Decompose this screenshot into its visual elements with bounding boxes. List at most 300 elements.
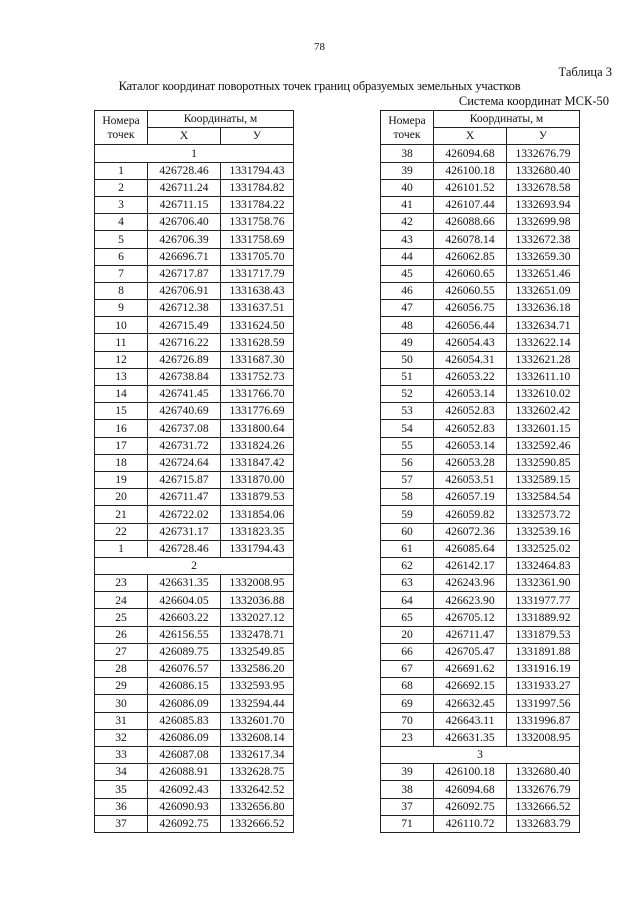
x-coordinate-cell: 426705.47 [434, 643, 507, 660]
table-row [381, 471, 580, 488]
section-row [381, 746, 580, 763]
y-coordinate-cell: 1332008.95 [221, 575, 294, 592]
table-label: Таблица 3 [558, 65, 612, 79]
x-coordinate-cell: 426059.82 [434, 506, 507, 523]
header-number-line1: Номера [102, 113, 140, 127]
y-coordinate-cell: 1332642.52 [221, 781, 294, 798]
y-coordinate-cell: 1332651.46 [507, 265, 580, 282]
table-row [95, 368, 294, 385]
x-coordinate-cell: 426060.55 [434, 282, 507, 299]
x-coordinate-cell: 426711.24 [148, 179, 221, 196]
y-coordinate-cell: 1331847.42 [221, 454, 294, 471]
point-number-cell: 37 [381, 798, 434, 815]
point-number-cell: 3 [95, 196, 148, 213]
point-number-cell: 31 [95, 712, 148, 729]
table-row [381, 575, 580, 592]
table-row [95, 609, 294, 626]
table-row [381, 523, 580, 540]
point-number-cell: 38 [381, 781, 434, 798]
table-row [381, 248, 580, 265]
x-coordinate-cell: 426706.40 [148, 214, 221, 231]
x-coordinate-cell: 426740.69 [148, 403, 221, 420]
y-coordinate-cell: 1332621.28 [507, 351, 580, 368]
point-number-cell: 22 [95, 523, 148, 540]
table-row [381, 557, 580, 574]
point-number-cell: 52 [381, 386, 434, 403]
point-number-cell: 35 [95, 781, 148, 798]
table-row [95, 540, 294, 557]
table-row [95, 437, 294, 454]
x-coordinate-cell: 426711.15 [148, 196, 221, 213]
x-coordinate-cell: 426741.45 [148, 386, 221, 403]
x-coordinate-cell: 426737.08 [148, 420, 221, 437]
point-number-cell: 40 [381, 179, 434, 196]
point-number-cell: 39 [381, 162, 434, 179]
table-row [95, 403, 294, 420]
point-number-cell: 1 [95, 162, 148, 179]
x-coordinate-cell: 426052.83 [434, 403, 507, 420]
point-number-cell: 16 [95, 420, 148, 437]
point-number-cell: 12 [95, 351, 148, 368]
table-row [381, 712, 580, 729]
table-row [95, 231, 294, 248]
x-coordinate-cell: 426092.75 [434, 798, 507, 815]
y-coordinate-cell: 1332036.88 [221, 592, 294, 609]
table-row [381, 592, 580, 609]
table-row [381, 540, 580, 557]
y-coordinate-cell: 1332027.12 [221, 609, 294, 626]
y-coordinate-cell: 1332683.79 [507, 815, 580, 832]
point-number-cell: 13 [95, 368, 148, 385]
x-coordinate-cell: 426726.89 [148, 351, 221, 368]
table-row [381, 437, 580, 454]
y-coordinate-cell: 1332628.75 [221, 764, 294, 781]
table-row [95, 420, 294, 437]
header-point-number [381, 111, 434, 145]
x-coordinate-cell: 426056.75 [434, 300, 507, 317]
x-coordinate-cell: 426094.68 [434, 781, 507, 798]
x-coordinate-cell: 426057.19 [434, 489, 507, 506]
table-row [381, 317, 580, 334]
x-coordinate-cell: 426643.11 [434, 712, 507, 729]
point-number-cell: 38 [381, 145, 434, 162]
table-row [381, 420, 580, 437]
y-coordinate-cell: 1332590.85 [507, 454, 580, 471]
point-number-cell: 19 [95, 471, 148, 488]
point-number-cell: 60 [381, 523, 434, 540]
y-coordinate-cell: 1331766.70 [221, 386, 294, 403]
y-coordinate-cell: 1331705.70 [221, 248, 294, 265]
coordinate-system-label: Система координат МСК-50 [458, 94, 609, 108]
point-number-cell: 70 [381, 712, 434, 729]
point-number-cell: 68 [381, 678, 434, 695]
y-coordinate-cell: 1332593.95 [221, 678, 294, 695]
table-row [95, 471, 294, 488]
table-row [381, 661, 580, 678]
point-number-cell: 9 [95, 300, 148, 317]
x-coordinate-cell: 426110.72 [434, 815, 507, 832]
x-coordinate-cell: 426086.09 [148, 729, 221, 746]
x-coordinate-cell: 426056.44 [434, 317, 507, 334]
y-coordinate-cell: 1332622.14 [507, 334, 580, 351]
point-number-cell: 23 [381, 729, 434, 746]
y-coordinate-cell: 1331891.88 [507, 643, 580, 660]
y-coordinate-cell: 1331870.00 [221, 471, 294, 488]
table-row [381, 609, 580, 626]
point-number-cell: 43 [381, 231, 434, 248]
table-row [95, 317, 294, 334]
table-row [95, 351, 294, 368]
table-row [381, 798, 580, 815]
point-number-cell: 28 [95, 661, 148, 678]
x-coordinate-cell: 426715.87 [148, 471, 221, 488]
y-coordinate-cell: 1331758.69 [221, 231, 294, 248]
y-coordinate-cell: 1331624.50 [221, 317, 294, 334]
x-coordinate-cell: 426054.31 [434, 351, 507, 368]
y-coordinate-cell: 1332602.42 [507, 403, 580, 420]
y-coordinate-cell: 1331879.53 [507, 626, 580, 643]
x-coordinate-cell: 426691.62 [434, 661, 507, 678]
point-number-cell: 20 [381, 626, 434, 643]
point-number-cell: 62 [381, 557, 434, 574]
table-row [95, 575, 294, 592]
y-coordinate-cell: 1332617.34 [221, 746, 294, 763]
x-coordinate-cell: 426731.17 [148, 523, 221, 540]
y-coordinate-cell: 1332584.54 [507, 489, 580, 506]
y-coordinate-cell: 1332680.40 [507, 764, 580, 781]
point-number-cell: 51 [381, 368, 434, 385]
point-number-cell: 2 [95, 179, 148, 196]
table-row [381, 334, 580, 351]
point-number-cell: 21 [95, 506, 148, 523]
table-row [381, 282, 580, 299]
page-number: 78 [314, 41, 325, 53]
x-coordinate-cell: 426092.43 [148, 781, 221, 798]
point-number-cell: 18 [95, 454, 148, 471]
table-row [95, 282, 294, 299]
y-coordinate-cell: 1332636.18 [507, 300, 580, 317]
header-coordinates: Координаты, м [148, 111, 294, 128]
y-coordinate-cell: 1332464.83 [507, 557, 580, 574]
y-coordinate-cell: 1331784.22 [221, 196, 294, 213]
x-coordinate-cell: 426692.15 [434, 678, 507, 695]
y-coordinate-cell: 1332608.14 [221, 729, 294, 746]
y-coordinate-cell: 1331800.64 [221, 420, 294, 437]
section-number: 2 [95, 557, 294, 574]
point-number-cell: 69 [381, 695, 434, 712]
table-row [95, 489, 294, 506]
point-number-cell: 17 [95, 437, 148, 454]
header-x: Х [148, 128, 221, 145]
x-coordinate-cell: 426722.02 [148, 506, 221, 523]
point-number-cell: 42 [381, 214, 434, 231]
point-number-cell: 5 [95, 231, 148, 248]
table-row [95, 196, 294, 213]
y-coordinate-cell: 1332634.71 [507, 317, 580, 334]
table-row [95, 248, 294, 265]
y-coordinate-cell: 1331638.43 [221, 282, 294, 299]
point-number-cell: 14 [95, 386, 148, 403]
header-y: У [221, 128, 294, 145]
x-coordinate-cell: 426604.05 [148, 592, 221, 609]
x-coordinate-cell: 426053.14 [434, 437, 507, 454]
x-coordinate-cell: 426088.66 [434, 214, 507, 231]
header-number-line2: точек [393, 127, 421, 141]
table-row [381, 196, 580, 213]
y-coordinate-cell: 1332361.90 [507, 575, 580, 592]
y-coordinate-cell: 1332693.94 [507, 196, 580, 213]
point-number-cell: 10 [95, 317, 148, 334]
table-row [95, 523, 294, 540]
point-number-cell: 37 [95, 815, 148, 832]
y-coordinate-cell: 1332680.40 [507, 162, 580, 179]
table-row [95, 695, 294, 712]
point-number-cell: 27 [95, 643, 148, 660]
x-coordinate-cell: 426716.22 [148, 334, 221, 351]
table-row [95, 643, 294, 660]
y-coordinate-cell: 1332478.71 [221, 626, 294, 643]
x-coordinate-cell: 426062.85 [434, 248, 507, 265]
table-row [95, 386, 294, 403]
table-row [381, 403, 580, 420]
y-coordinate-cell: 1332666.52 [507, 798, 580, 815]
point-number-cell: 67 [381, 661, 434, 678]
y-coordinate-cell: 1332601.15 [507, 420, 580, 437]
table-row [95, 179, 294, 196]
x-coordinate-cell: 426632.45 [434, 695, 507, 712]
x-coordinate-cell: 426711.47 [434, 626, 507, 643]
x-coordinate-cell: 426712.38 [148, 300, 221, 317]
table-row [381, 781, 580, 798]
y-coordinate-cell: 1332589.15 [507, 471, 580, 488]
section-number: 3 [381, 746, 580, 763]
x-coordinate-cell: 426053.51 [434, 471, 507, 488]
y-coordinate-cell: 1331758.76 [221, 214, 294, 231]
x-coordinate-cell: 426717.87 [148, 265, 221, 282]
y-coordinate-cell: 1331854.06 [221, 506, 294, 523]
table-row [381, 454, 580, 471]
x-coordinate-cell: 426053.14 [434, 386, 507, 403]
point-number-cell: 58 [381, 489, 434, 506]
table-row [95, 729, 294, 746]
table-row [381, 764, 580, 781]
x-coordinate-cell: 426706.39 [148, 231, 221, 248]
y-coordinate-cell: 1332656.80 [221, 798, 294, 815]
y-coordinate-cell: 1332601.70 [221, 712, 294, 729]
point-number-cell: 39 [381, 764, 434, 781]
x-coordinate-cell: 426631.35 [148, 575, 221, 592]
point-number-cell: 15 [95, 403, 148, 420]
point-number-cell: 30 [95, 695, 148, 712]
y-coordinate-cell: 1331794.43 [221, 162, 294, 179]
section-row [95, 145, 294, 162]
point-number-cell: 20 [95, 489, 148, 506]
point-number-cell: 64 [381, 592, 434, 609]
y-coordinate-cell: 1331687.30 [221, 351, 294, 368]
y-coordinate-cell: 1332676.79 [507, 781, 580, 798]
point-number-cell: 61 [381, 540, 434, 557]
table-row [95, 214, 294, 231]
header-number-line2: точек [107, 127, 135, 141]
y-coordinate-cell: 1331824.26 [221, 437, 294, 454]
point-number-cell: 24 [95, 592, 148, 609]
y-coordinate-cell: 1332525.02 [507, 540, 580, 557]
x-coordinate-cell: 426092.75 [148, 815, 221, 832]
x-coordinate-cell: 426706.91 [148, 282, 221, 299]
point-number-cell: 25 [95, 609, 148, 626]
y-coordinate-cell: 1331879.53 [221, 489, 294, 506]
x-coordinate-cell: 426724.64 [148, 454, 221, 471]
table-row [381, 386, 580, 403]
y-coordinate-cell: 1332651.09 [507, 282, 580, 299]
x-coordinate-cell: 426088.91 [148, 764, 221, 781]
document-title: Каталог координат поворотных точек границ образуемых земельных участков [118, 79, 521, 93]
y-coordinate-cell: 1332676.79 [507, 145, 580, 162]
table-row [381, 643, 580, 660]
table-row [95, 798, 294, 815]
y-coordinate-cell: 1331752.73 [221, 368, 294, 385]
header-y: У [507, 128, 580, 145]
coordinates-table-right [380, 110, 580, 833]
table-row [381, 300, 580, 317]
y-coordinate-cell: 1332611.10 [507, 368, 580, 385]
x-coordinate-cell: 426711.47 [148, 489, 221, 506]
x-coordinate-cell: 426053.28 [434, 454, 507, 471]
table-row [381, 368, 580, 385]
x-coordinate-cell: 426623.90 [434, 592, 507, 609]
table-row [381, 815, 580, 832]
point-number-cell: 26 [95, 626, 148, 643]
x-coordinate-cell: 426738.84 [148, 368, 221, 385]
point-number-cell: 44 [381, 248, 434, 265]
y-coordinate-cell: 1331823.35 [221, 523, 294, 540]
table-row [95, 300, 294, 317]
table-row [95, 764, 294, 781]
y-coordinate-cell: 1331637.51 [221, 300, 294, 317]
x-coordinate-cell: 426085.64 [434, 540, 507, 557]
table-row [95, 815, 294, 832]
point-number-cell: 66 [381, 643, 434, 660]
y-coordinate-cell: 1331916.19 [507, 661, 580, 678]
table-row [95, 162, 294, 179]
y-coordinate-cell: 1331997.56 [507, 695, 580, 712]
x-coordinate-cell: 426101.52 [434, 179, 507, 196]
x-coordinate-cell: 426072.36 [434, 523, 507, 540]
point-number-cell: 65 [381, 609, 434, 626]
table-row [95, 678, 294, 695]
y-coordinate-cell: 1331794.43 [221, 540, 294, 557]
point-number-cell: 71 [381, 815, 434, 832]
table-row [95, 265, 294, 282]
table-row [381, 489, 580, 506]
y-coordinate-cell: 1332586.20 [221, 661, 294, 678]
y-coordinate-cell: 1331776.69 [221, 403, 294, 420]
table-row [381, 695, 580, 712]
x-coordinate-cell: 426142.17 [434, 557, 507, 574]
x-coordinate-cell: 426100.18 [434, 162, 507, 179]
table-row [381, 231, 580, 248]
x-coordinate-cell: 426728.46 [148, 540, 221, 557]
table-row [95, 626, 294, 643]
x-coordinate-cell: 426090.93 [148, 798, 221, 815]
y-coordinate-cell: 1332549.85 [221, 643, 294, 660]
table-row [381, 265, 580, 282]
x-coordinate-cell: 426728.46 [148, 162, 221, 179]
x-coordinate-cell: 426156.55 [148, 626, 221, 643]
table-row [95, 746, 294, 763]
table-row [95, 506, 294, 523]
coordinates-table-left [94, 110, 294, 833]
point-number-cell: 47 [381, 300, 434, 317]
y-coordinate-cell: 1331977.77 [507, 592, 580, 609]
table-row [381, 162, 580, 179]
x-coordinate-cell: 426696.71 [148, 248, 221, 265]
x-coordinate-cell: 426078.14 [434, 231, 507, 248]
x-coordinate-cell: 426060.65 [434, 265, 507, 282]
y-coordinate-cell: 1332592.46 [507, 437, 580, 454]
point-number-cell: 48 [381, 317, 434, 334]
y-coordinate-cell: 1332659.30 [507, 248, 580, 265]
x-coordinate-cell: 426052.83 [434, 420, 507, 437]
header-coordinates: Координаты, м [434, 111, 580, 128]
point-number-cell: 53 [381, 403, 434, 420]
y-coordinate-cell: 1332573.72 [507, 506, 580, 523]
table-row [381, 626, 580, 643]
table-row [381, 729, 580, 746]
x-coordinate-cell: 426087.08 [148, 746, 221, 763]
x-coordinate-cell: 426085.83 [148, 712, 221, 729]
y-coordinate-cell: 1331996.87 [507, 712, 580, 729]
section-row [95, 557, 294, 574]
y-coordinate-cell: 1332610.02 [507, 386, 580, 403]
x-coordinate-cell: 426715.49 [148, 317, 221, 334]
x-coordinate-cell: 426705.12 [434, 609, 507, 626]
y-coordinate-cell: 1332672.38 [507, 231, 580, 248]
point-number-cell: 8 [95, 282, 148, 299]
point-number-cell: 6 [95, 248, 148, 265]
point-number-cell: 23 [95, 575, 148, 592]
x-coordinate-cell: 426054.43 [434, 334, 507, 351]
y-coordinate-cell: 1331628.59 [221, 334, 294, 351]
point-number-cell: 46 [381, 282, 434, 299]
point-number-cell: 36 [95, 798, 148, 815]
table-row [381, 179, 580, 196]
y-coordinate-cell: 1331889.92 [507, 609, 580, 626]
point-number-cell: 49 [381, 334, 434, 351]
table-row [95, 781, 294, 798]
x-coordinate-cell: 426089.75 [148, 643, 221, 660]
header-x: Х [434, 128, 507, 145]
point-number-cell: 32 [95, 729, 148, 746]
y-coordinate-cell: 1332666.52 [221, 815, 294, 832]
header-point-number [95, 111, 148, 145]
point-number-cell: 4 [95, 214, 148, 231]
y-coordinate-cell: 1331933.27 [507, 678, 580, 695]
table-row [95, 712, 294, 729]
point-number-cell: 55 [381, 437, 434, 454]
x-coordinate-cell: 426086.15 [148, 678, 221, 695]
table-row [381, 351, 580, 368]
point-number-cell: 56 [381, 454, 434, 471]
y-coordinate-cell: 1332678.58 [507, 179, 580, 196]
x-coordinate-cell: 426107.44 [434, 196, 507, 213]
point-number-cell: 34 [95, 764, 148, 781]
point-number-cell: 54 [381, 420, 434, 437]
table-row [381, 145, 580, 162]
table-row [95, 334, 294, 351]
y-coordinate-cell: 1332699.98 [507, 214, 580, 231]
x-coordinate-cell: 426631.35 [434, 729, 507, 746]
